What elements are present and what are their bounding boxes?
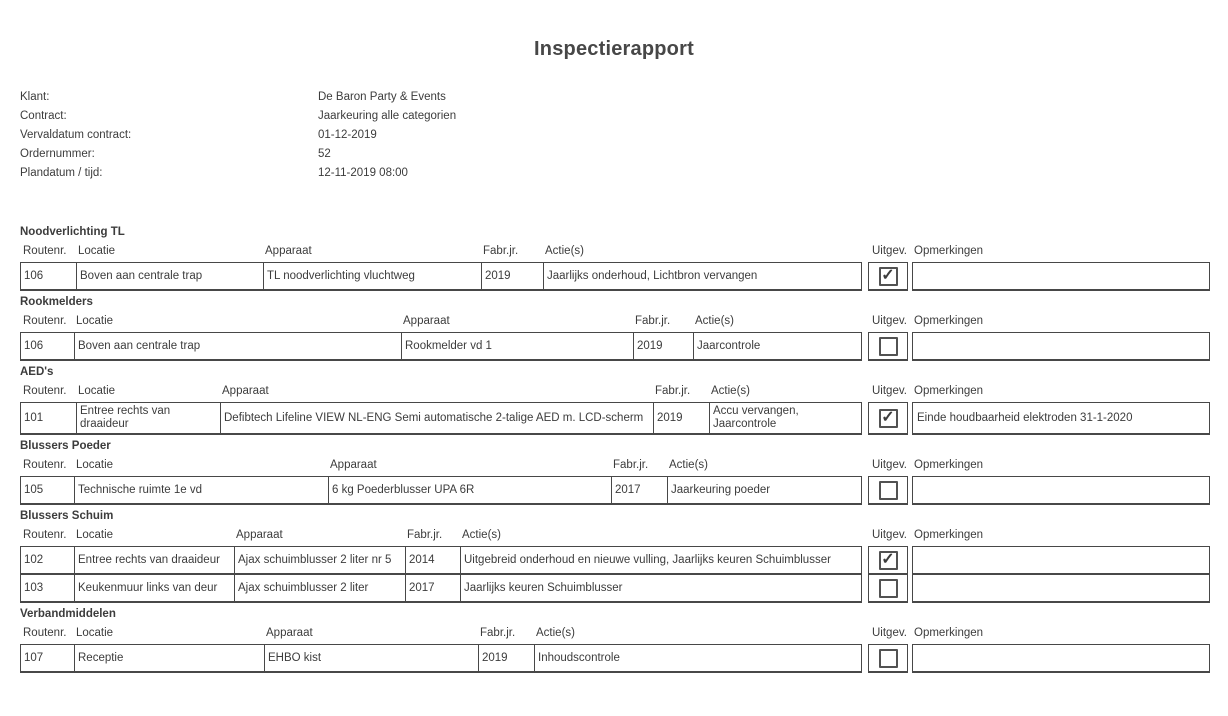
section-title: Blussers Schuim (20, 510, 114, 522)
column-header-locatie: Locatie (76, 627, 114, 639)
section-title: Blussers Poeder (20, 440, 111, 452)
section-rookmelders (20, 296, 1210, 361)
section-blussers-schuim (20, 510, 1210, 603)
section-title: Noodverlichting TL (20, 226, 125, 238)
cell-apparaat: Ajax schuimblusser 2 liter (234, 575, 405, 601)
cell-apparaat: Rookmelder vd 1 (401, 333, 633, 359)
cell-apparaat: TL noodverlichting vluchtweg (263, 263, 481, 289)
column-header-opmerkingen: Opmerkingen (914, 245, 984, 257)
info-row (20, 106, 1228, 125)
cell-routenr: 107 (24, 651, 44, 664)
column-header-acties: Actie(s) (545, 245, 584, 257)
cell-acties: Uitgebreid onderhoud en nieuwe vulling, Jaarlijks keuren Schuimblusser (460, 547, 861, 573)
column-header-opmerkingen: Opmerkingen (914, 315, 984, 327)
checkbox-icon (879, 579, 898, 598)
cell-apparaat: Ajax schuimblusser 2 liter nr 5 (234, 547, 405, 573)
cell-routenr: 102 (24, 553, 44, 566)
table-row (20, 546, 1210, 574)
info-value: De Baron Party & Events (318, 90, 446, 103)
cell-routenr: 103 (24, 581, 44, 594)
checkbox-icon (879, 481, 898, 500)
cell-locatie: Entree rechts van draaideur (76, 403, 220, 433)
info-label: Vervaldatum contract: (20, 128, 132, 141)
report-body (20, 226, 1210, 678)
cell-fabrjr: 2019 (481, 263, 543, 289)
cell-opmerkingen (912, 332, 1210, 361)
table-row (20, 574, 1210, 603)
cell-apparaat: Defibtech Lifeline VIEW NL-ENG Semi automatische 2-talige AED m. LCD-scherm (220, 403, 653, 433)
cell-opmerkingen (912, 476, 1210, 505)
column-header-row (20, 382, 1210, 397)
cell-fabrjr: 2017 (405, 575, 460, 601)
column-header-routenr: Routenr. (23, 315, 67, 327)
info-row (20, 87, 1228, 106)
uitgev-cell (868, 546, 908, 574)
column-header-routenr: Routenr. (23, 627, 67, 639)
column-header-uitgev: Uitgev. (872, 245, 907, 257)
column-header-apparaat: Apparaat (266, 627, 313, 639)
cell-opmerkingen: Einde houdbaarheid elektroden 31-1-2020 (912, 402, 1210, 435)
cell-apparaat: EHBO kist (264, 645, 478, 671)
info-value: 52 (318, 147, 331, 160)
column-header-locatie: Locatie (78, 385, 116, 397)
column-header-apparaat: Apparaat (265, 245, 312, 257)
column-header-row (20, 312, 1210, 327)
checkbox-icon (879, 649, 898, 668)
cell-locatie: Keukenmuur links van deur (74, 575, 234, 601)
cell-routenr: 101 (24, 411, 44, 424)
cell-fabrjr: 2014 (405, 547, 460, 573)
uitgev-cell (868, 574, 908, 603)
column-header-acties: Actie(s) (669, 459, 708, 471)
table-row (20, 476, 1210, 505)
cell-locatie: Technische ruimte 1e vd (74, 477, 328, 503)
column-header-routenr: Routenr. (23, 245, 67, 257)
column-header-acties: Actie(s) (536, 627, 575, 639)
column-header-locatie: Locatie (76, 529, 114, 541)
column-header-apparaat: Apparaat (222, 385, 269, 397)
cell-acties: Jaarlijks keuren Schuimblusser (460, 575, 861, 601)
column-header-routenr: Routenr. (23, 529, 67, 541)
cell-acties: Jaarkeuring poeder (667, 477, 861, 503)
table-row (20, 262, 1210, 291)
uitgev-cell (868, 262, 908, 291)
column-header-row (20, 624, 1210, 639)
cell-locatie: Receptie (74, 645, 264, 671)
column-header-uitgev: Uitgev. (872, 529, 907, 541)
info-label: Ordernummer: (20, 147, 95, 160)
column-header-opmerkingen: Opmerkingen (914, 627, 984, 639)
section-aeds (20, 366, 1210, 435)
uitgev-cell (868, 402, 908, 435)
table-row (20, 644, 1210, 673)
uitgev-cell (868, 332, 908, 361)
column-header-opmerkingen: Opmerkingen (914, 459, 984, 471)
column-header-fabrjr: Fabr.jr. (483, 245, 519, 257)
uitgev-cell (868, 644, 908, 673)
info-row (20, 125, 1228, 144)
column-header-locatie: Locatie (76, 315, 114, 327)
column-header-routenr: Routenr. (23, 459, 67, 471)
table-row (20, 402, 1210, 435)
column-header-row (20, 456, 1210, 471)
info-value: 01-12-2019 (318, 128, 377, 141)
info-row (20, 163, 1228, 182)
table-row (20, 332, 1210, 361)
column-header-fabrjr: Fabr.jr. (407, 529, 443, 541)
column-header-fabrjr: Fabr.jr. (655, 385, 691, 397)
cell-fabrjr: 2019 (653, 403, 709, 433)
cell-acties: Jaarcontrole (693, 333, 861, 359)
cell-locatie: Entree rechts van draaideur (74, 547, 234, 573)
column-header-uitgev: Uitgev. (872, 627, 907, 639)
cell-acties: Inhoudscontrole (534, 645, 861, 671)
column-header-routenr: Routenr. (23, 385, 67, 397)
cell-opmerkingen (912, 262, 1210, 291)
cell-acties: Accu vervangen, Jaarcontrole (709, 403, 861, 433)
cell-routenr: 106 (24, 339, 44, 352)
info-label: Plandatum / tijd: (20, 166, 103, 179)
checkbox-icon: ✓ (879, 267, 898, 286)
column-header-uitgev: Uitgev. (872, 385, 907, 397)
section-title: Verbandmiddelen (20, 608, 116, 620)
cell-routenr: 105 (24, 483, 44, 496)
checkbox-icon: ✓ (879, 551, 898, 570)
column-header-acties: Actie(s) (462, 529, 501, 541)
column-header-row (20, 242, 1210, 257)
checkbox-icon: ✓ (879, 409, 898, 428)
column-header-fabrjr: Fabr.jr. (635, 315, 671, 327)
column-header-uitgev: Uitgev. (872, 459, 907, 471)
cell-apparaat: 6 kg Poederblusser UPA 6R (328, 477, 611, 503)
column-header-uitgev: Uitgev. (872, 315, 907, 327)
info-value: 12-11-2019 08:00 (318, 166, 408, 179)
cell-locatie: Boven aan centrale trap (74, 333, 401, 359)
column-header-apparaat: Apparaat (403, 315, 450, 327)
column-header-fabrjr: Fabr.jr. (480, 627, 516, 639)
report-title: Inspectierapport (534, 38, 694, 60)
column-header-acties: Actie(s) (711, 385, 750, 397)
column-header-opmerkingen: Opmerkingen (914, 529, 984, 541)
section-blussers-poeder (20, 440, 1210, 505)
info-label: Klant: (20, 90, 50, 103)
column-header-row (20, 526, 1210, 541)
column-header-opmerkingen: Opmerkingen (914, 385, 984, 397)
info-label: Contract: (20, 109, 67, 122)
checkbox-icon (879, 337, 898, 356)
section-noodverlichting-tl (20, 226, 1210, 291)
info-value: Jaarkeuring alle categorien (318, 109, 457, 122)
column-header-apparaat: Apparaat (330, 459, 377, 471)
info-block (20, 87, 1228, 182)
cell-opmerkingen (912, 644, 1210, 673)
cell-locatie: Boven aan centrale trap (76, 263, 263, 289)
column-header-acties: Actie(s) (695, 315, 734, 327)
section-verbandmiddelen (20, 608, 1210, 673)
section-title: Rookmelders (20, 296, 93, 308)
cell-opmerkingen (912, 546, 1210, 574)
cell-acties: Jaarlijks onderhoud, Lichtbron vervangen (543, 263, 861, 289)
cell-fabrjr: 2017 (611, 477, 667, 503)
column-header-locatie: Locatie (76, 459, 114, 471)
cell-opmerkingen (912, 574, 1210, 603)
info-row (20, 144, 1228, 163)
column-header-apparaat: Apparaat (236, 529, 283, 541)
uitgev-cell (868, 476, 908, 505)
cell-fabrjr: 2019 (633, 333, 693, 359)
column-header-locatie: Locatie (78, 245, 116, 257)
column-header-fabrjr: Fabr.jr. (613, 459, 649, 471)
cell-routenr: 106 (24, 269, 44, 282)
section-title: AED's (20, 366, 54, 378)
cell-fabrjr: 2019 (478, 645, 534, 671)
